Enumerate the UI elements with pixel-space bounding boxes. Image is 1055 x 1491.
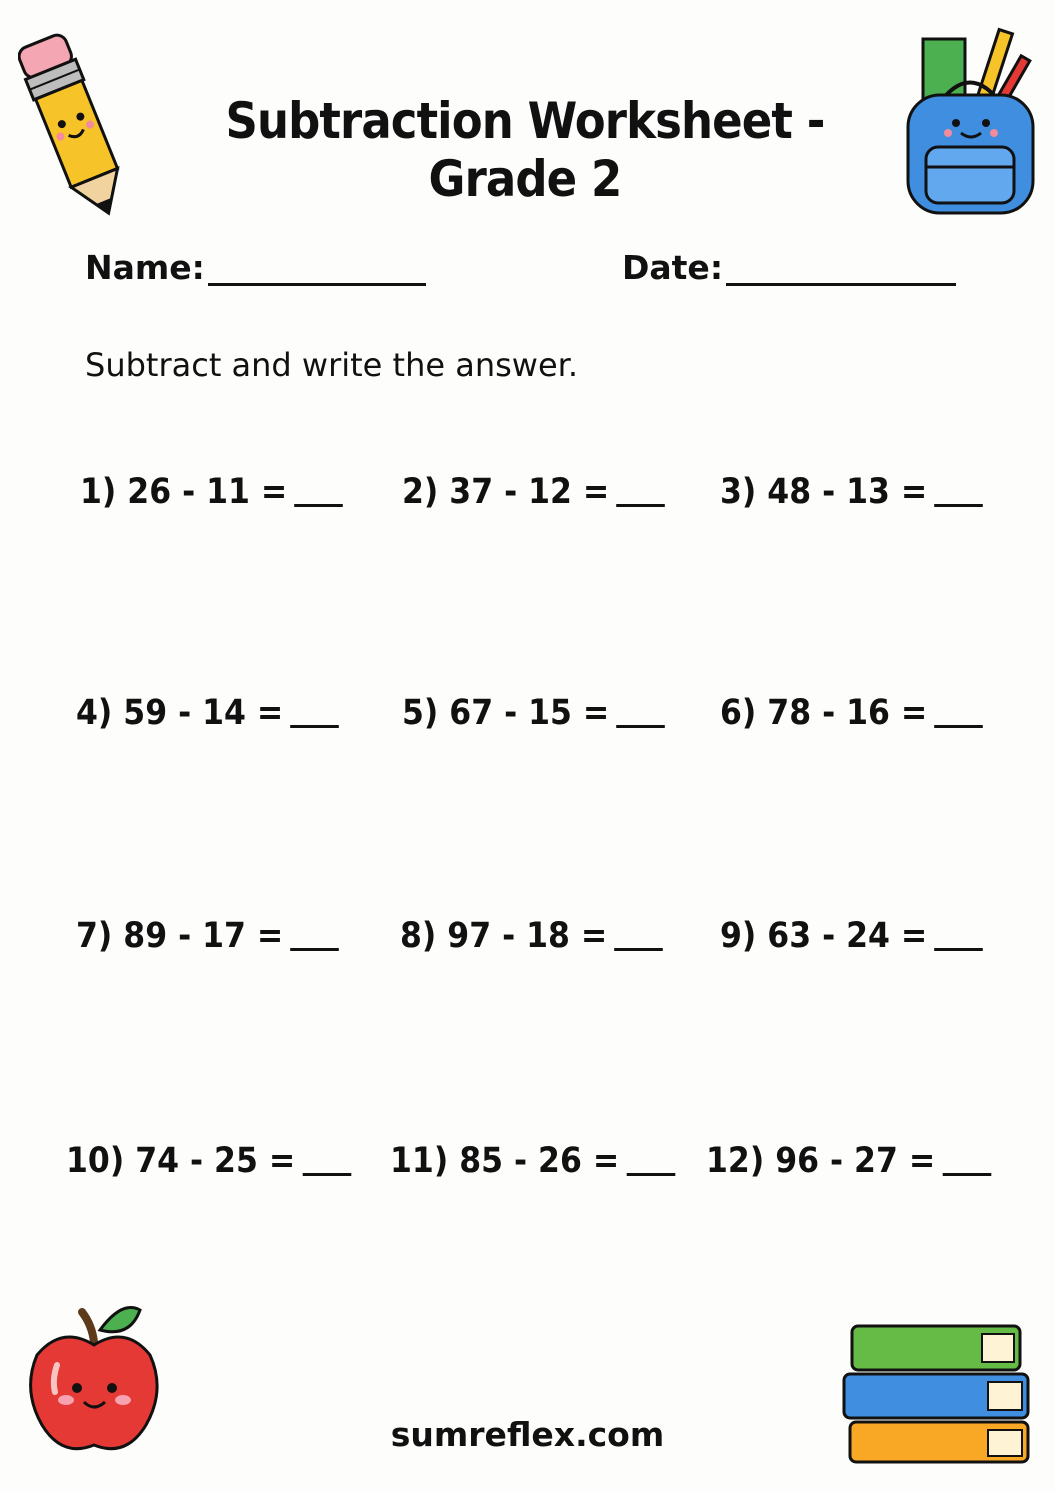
problem-5[interactable]: 5) 67 - 15 = <box>402 693 665 733</box>
answer-blank[interactable] <box>291 948 340 951</box>
answer-blank[interactable] <box>626 1173 675 1176</box>
problem-9[interactable]: 9) 63 - 24 = <box>720 916 983 956</box>
problem-3[interactable]: 3) 48 - 13 = <box>720 472 983 512</box>
answer-blank[interactable] <box>291 725 340 728</box>
problem-8[interactable]: 8) 97 - 18 = <box>400 916 663 956</box>
problem-6[interactable]: 6) 78 - 16 = <box>720 693 983 733</box>
answer-blank[interactable] <box>295 504 344 507</box>
problem-1[interactable]: 1) 26 - 11 = <box>80 472 343 512</box>
answer-blank[interactable] <box>935 725 984 728</box>
date-line[interactable] <box>726 283 956 286</box>
problem-7[interactable]: 7) 89 - 17 = <box>76 916 339 956</box>
backpack-icon <box>898 25 1043 220</box>
name-line[interactable] <box>208 283 426 286</box>
name-label: Name: <box>85 248 205 287</box>
problem-4[interactable]: 4) 59 - 14 = <box>76 693 339 733</box>
answer-blank[interactable] <box>942 1173 991 1176</box>
answer-blank[interactable] <box>935 948 984 951</box>
problem-2[interactable]: 2) 37 - 12 = <box>402 472 665 512</box>
answer-blank[interactable] <box>935 504 984 507</box>
answer-blank[interactable] <box>617 725 666 728</box>
answer-blank[interactable] <box>615 948 664 951</box>
problem-10[interactable]: 10) 74 - 25 = <box>66 1141 351 1181</box>
answer-blank[interactable] <box>302 1173 351 1176</box>
date-label: Date: <box>622 248 724 287</box>
answer-blank[interactable] <box>617 504 666 507</box>
page-title: Subtraction Worksheet - Grade 2 <box>225 92 825 208</box>
problem-12[interactable]: 12) 96 - 27 = <box>706 1141 991 1181</box>
instructions: Subtract and write the answer. <box>85 346 579 384</box>
footer-website[interactable]: sumreflex.com <box>390 1415 665 1454</box>
problem-11[interactable]: 11) 85 - 26 = <box>390 1141 675 1181</box>
pencil-icon <box>18 25 128 225</box>
